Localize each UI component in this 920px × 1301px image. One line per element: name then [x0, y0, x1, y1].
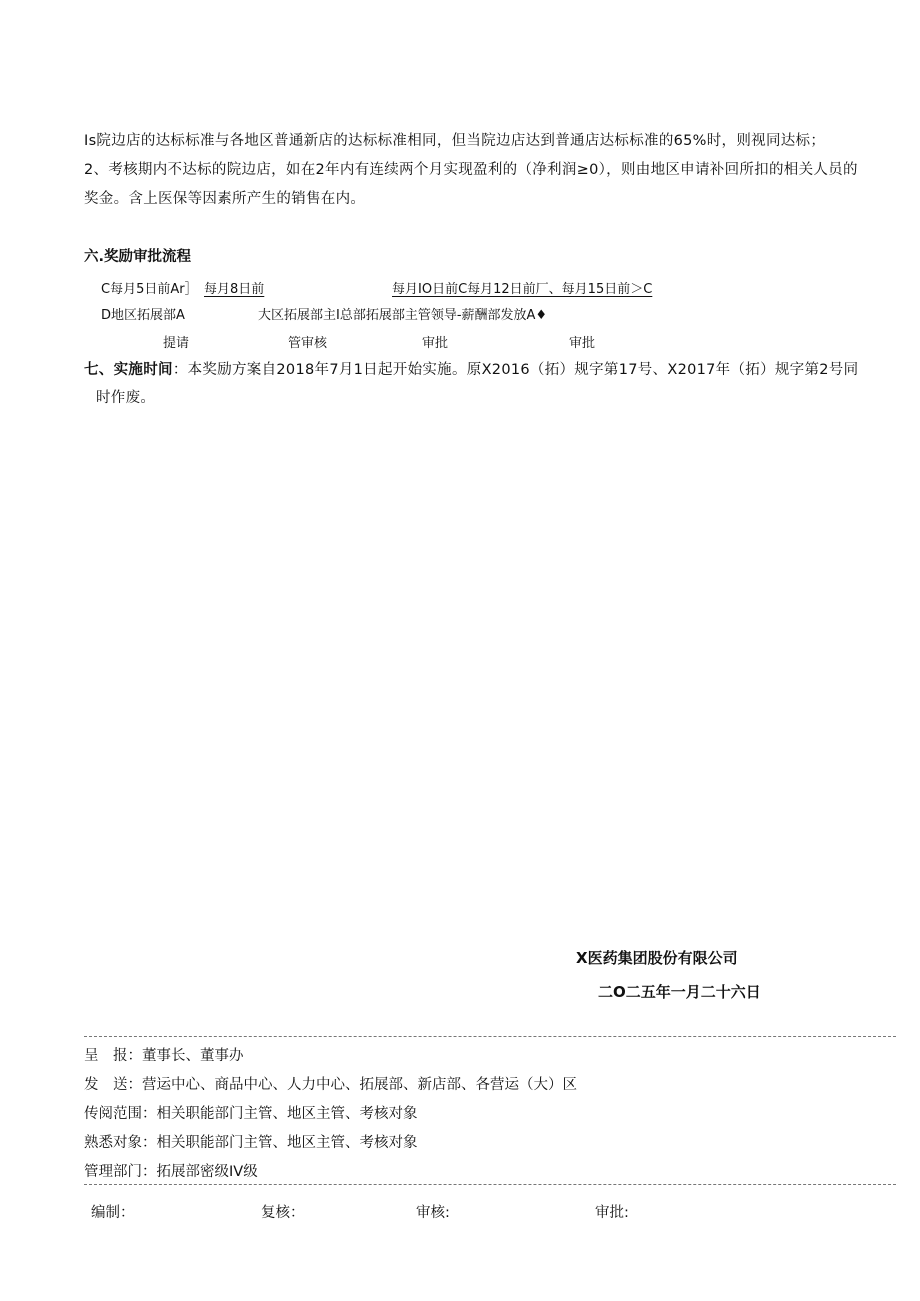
familiar-label: 熟悉对象: [84, 1135, 142, 1151]
dept-row: [84, 1160, 258, 1181]
flow-role-chain: 大区拓展部主I总部拓展部主管领导-薪酬部发放A♦: [258, 308, 548, 323]
company-name: X医药集团股份有限公司: [576, 949, 738, 967]
circulation-value: ：相关职能部门主管、地区主管、考核对象: [142, 1106, 418, 1122]
flow-step-8th: 每月8日前: [204, 282, 265, 297]
issue-date: 二O二五年一月二十六日: [598, 983, 761, 1001]
compile-label: 编制：: [91, 1205, 135, 1221]
familiar-value: ：相关职能部门主管、地区主管、考核对象: [142, 1135, 418, 1151]
section-7-line1: [84, 358, 858, 379]
report-label: 呈 报: [84, 1048, 128, 1064]
review-label: 复核：: [261, 1205, 305, 1221]
item-2-text-line2: 奖金。含上医保等因素所产生的销售在内。: [84, 191, 366, 207]
section-7-text: ：本奖励方案自2018年7月1日起开始实施。原X2016（拓）规字第17号、X2017年（拓）规字第2号同: [172, 362, 859, 378]
send-value: ：营运中心、商品中心、人力中心、拓展部、新店部、各营运（大）区: [127, 1077, 577, 1093]
audit-label: 审核:: [416, 1205, 450, 1221]
flow-step-10th-15th: 每月IO日前C每月12日前厂、每月15日前＞C: [392, 282, 653, 297]
divider-bottom: [84, 1184, 896, 1185]
flow-action-review: 管审核: [288, 336, 328, 351]
report-value: ：董事长、董事办: [127, 1048, 244, 1064]
circulation-row: [84, 1102, 418, 1123]
dept-label: 管理部门: [84, 1164, 142, 1180]
send-label: 发 送: [84, 1077, 128, 1093]
flow-action-submit: 提请: [163, 336, 190, 351]
circulation-label: 传阅范围: [84, 1106, 142, 1122]
flow-step-5th: C每月5日前Ar］: [101, 282, 198, 297]
section-6-title: 六.奖励审批流程: [84, 249, 192, 265]
dept-value: ：拓展部密级IV级: [142, 1164, 258, 1180]
familiar-row: [84, 1131, 418, 1152]
section-7-line2: 时作废。: [96, 390, 156, 406]
flow-action-approve-1: 审批: [422, 336, 449, 351]
approve-label: 审批:: [595, 1205, 629, 1221]
send-row: [84, 1073, 577, 1094]
section-7-title: 七、实施时间: [84, 362, 173, 378]
flow-role-region: D地区拓展部A: [101, 308, 185, 323]
flow-action-approve-2: 审批: [569, 336, 596, 351]
report-row: [84, 1044, 244, 1065]
item-1-text: Is院边店的达标标准与各地区普通新店的达标标准相同，但当院边店达到普通店达标标准的65%时，则视同达标；: [84, 133, 826, 149]
item-2-text-line1: 2、考核期内不达标的院边店，如在2年内有连续两个月实现盈利的（净利润≥0），则由地区申请补回所扣的相关人员的: [84, 162, 858, 178]
divider-top: [84, 1036, 896, 1037]
